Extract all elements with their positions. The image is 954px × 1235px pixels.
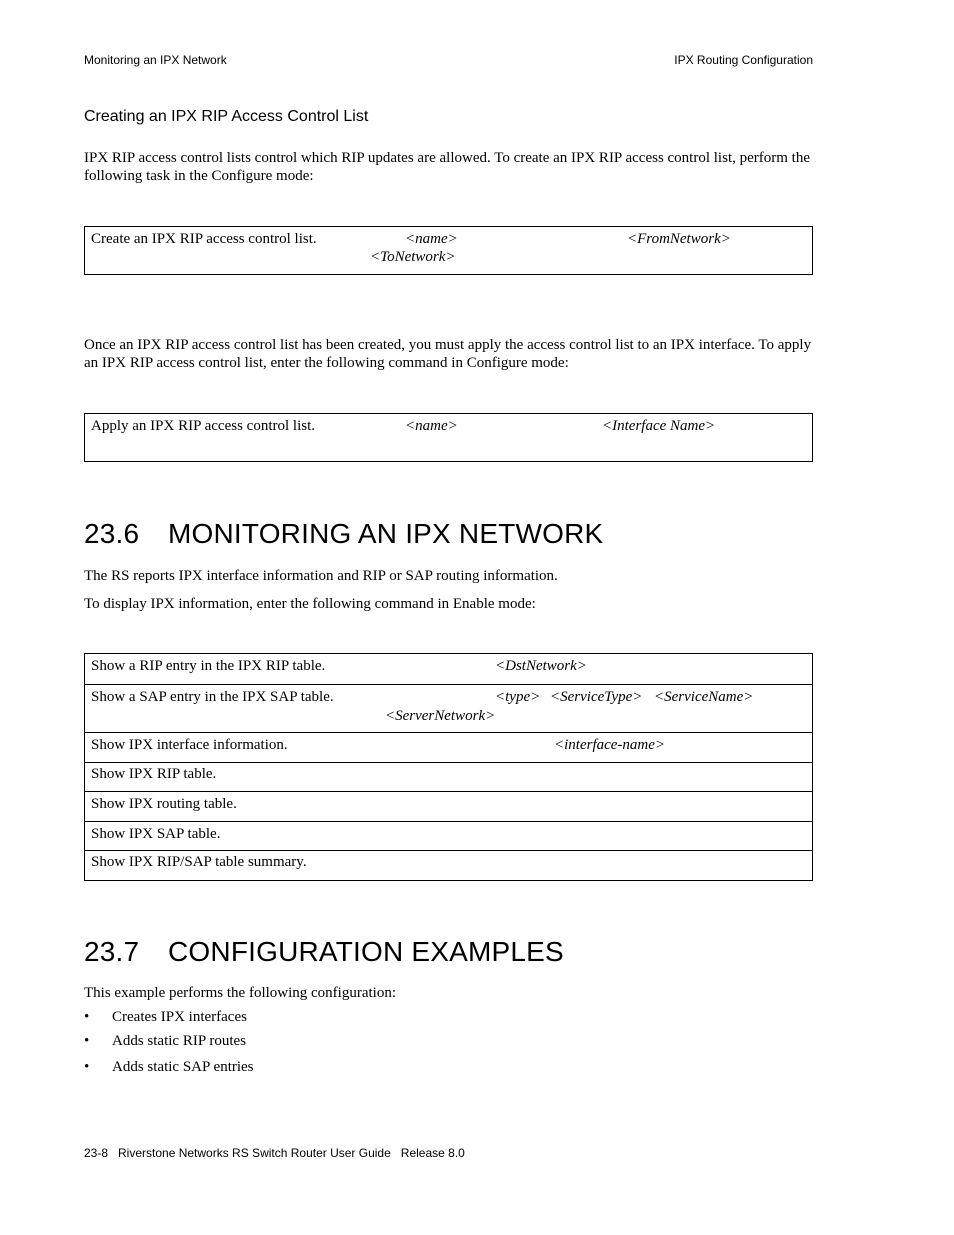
task-cell: Create an IPX RIP access control list. — [91, 231, 317, 247]
section-number: 23.6 — [84, 518, 140, 549]
table-row — [85, 850, 812, 880]
section-title: MONITORING AN IPX NETWORK — [168, 518, 604, 549]
page-footer: 23-8 Riverstone Networks RS Switch Router User Guide Release 8.0 — [84, 1146, 465, 1160]
command-table-apply-acl — [84, 413, 813, 462]
arg-service-name: <ServiceName> — [654, 689, 754, 705]
task-cell: Show IPX SAP table. — [91, 826, 221, 842]
list-item: • Creates IPX interfaces — [84, 1009, 247, 1025]
section-heading-23-7 — [84, 936, 564, 968]
paragraph: IPX RIP access control lists control which RIP updates are allowed. To create an IPX RIP access control list, perform the following task in the Configure mode: — [84, 150, 810, 184]
subsection-heading: Creating an IPX RIP Access Control List — [84, 108, 369, 125]
table-row — [85, 684, 812, 732]
table-row — [85, 762, 812, 791]
section-heading-23-6 — [84, 518, 603, 550]
table-row — [85, 227, 812, 274]
arg-name: <name> — [405, 418, 458, 434]
command-table-create-acl — [84, 226, 813, 275]
task-cell: Show a RIP entry in the IPX RIP table. — [91, 658, 326, 674]
table-row — [85, 791, 812, 821]
task-cell: Apply an IPX RIP access control list. — [91, 418, 315, 434]
arg-interface-name: <Interface Name> — [602, 418, 716, 434]
bullet-icon: • — [84, 1033, 90, 1049]
arg-server-network: <ServerNetwork> — [385, 708, 496, 724]
bullet-icon: • — [84, 1059, 90, 1075]
section-title: CONFIGURATION EXAMPLES — [168, 936, 564, 967]
arg-from-network: <FromNetwork> — [627, 231, 731, 247]
paragraph: To display IPX information, enter the following command in Enable mode: — [84, 596, 536, 612]
running-header-left: Monitoring an IPX Network — [84, 53, 227, 67]
table-row — [85, 654, 812, 684]
table-row — [85, 732, 812, 762]
table-row — [85, 414, 812, 461]
task-cell: Show a SAP entry in the IPX SAP table. — [91, 689, 334, 705]
task-cell: Show IPX routing table. — [91, 796, 237, 812]
arg-to-network: <ToNetwork> — [370, 249, 456, 265]
arg-name: <name> — [405, 231, 458, 247]
arg-type: <type> — [495, 689, 541, 705]
task-cell: Show IPX interface information. — [91, 737, 288, 753]
paragraph: This example performs the following configuration: — [84, 985, 397, 1001]
arg-dst-network: <DstNetwork> — [495, 658, 587, 674]
arg-service-type: <ServiceType> — [550, 689, 643, 705]
command-table-monitor — [84, 653, 813, 881]
bullet-icon: • — [84, 1009, 90, 1025]
task-cell: Show IPX RIP/SAP table summary. — [91, 854, 307, 870]
paragraph: Once an IPX RIP access control list has been created, you must apply the access control list to an IPX interface. To apply an IPX RIP access control list, enter the following command in Configure mode: — [84, 337, 812, 371]
section-number: 23.7 — [84, 936, 140, 967]
list-item: • Adds static RIP routes — [84, 1033, 247, 1049]
arg-interface-name: <interface-name> — [554, 737, 666, 753]
bullet-list — [84, 1008, 254, 1076]
list-item: • Adds static SAP entries — [84, 1059, 254, 1075]
table-row — [85, 821, 812, 850]
paragraph: The RS reports IPX interface information and RIP or SAP routing information. — [84, 568, 558, 584]
running-header-right: IPX Routing Configuration — [674, 53, 813, 67]
task-cell: Show IPX RIP table. — [91, 766, 217, 782]
